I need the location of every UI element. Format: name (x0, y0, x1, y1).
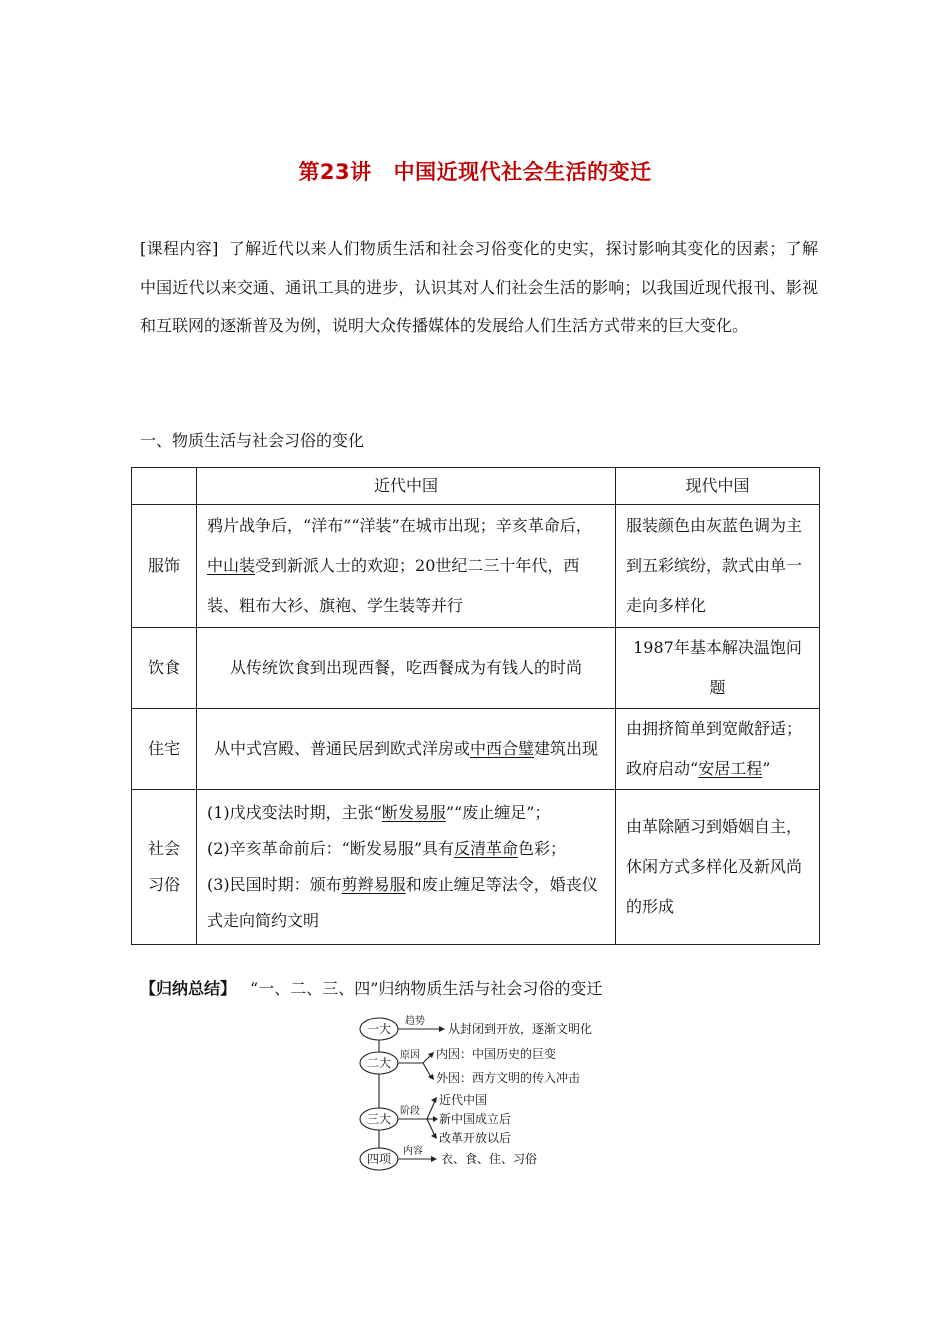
text-segment: (2)辛亥革命前后：“断发易服”具有 (207, 839, 455, 858)
section-heading: 一、物质生活与社会习俗的变化 (140, 431, 365, 450)
course-content (140, 230, 818, 346)
underlined-keyword: 中山装 (207, 556, 256, 575)
underlined-keyword: 反清革命 (454, 839, 519, 858)
table-row-housing (132, 709, 820, 790)
stage-2: 新中国成立后 (439, 1112, 512, 1126)
summary-diagram (355, 1012, 595, 1177)
row-label-customs (132, 790, 197, 945)
course-content-label: [课程内容] (140, 239, 219, 258)
customs-item-3 (207, 867, 605, 939)
comparison-table (131, 467, 820, 945)
text-segment: 政府启动“ (626, 759, 699, 778)
table-header-row (132, 468, 820, 505)
food-modern-cell: 从传统饮食到出现西餐，吃西餐成为有钱人的时尚 (197, 628, 616, 709)
row-label-housing: 住宅 (132, 709, 197, 790)
text-segment: ” (762, 759, 771, 778)
arrowhead (433, 1116, 438, 1122)
customs-modern-cell (197, 790, 616, 945)
text-segment: 受到新派人士的欢迎；20世纪二三十年代，西装、粗布大衫、旗袍、学生装等并行 (207, 556, 580, 615)
underlined-keyword: 安居工程 (698, 759, 763, 778)
summary-label: 【归纳总结】 (140, 979, 237, 998)
header-contemporary-china: 现代中国 (616, 468, 820, 505)
customs-item-1 (207, 795, 605, 831)
text-segment: ”“废止缠足”； (445, 803, 551, 822)
text-segment: 鸦片战争后，“洋布”“洋装”在城市出现；辛亥革命后， (207, 516, 592, 535)
lecture-topic: 中国近现代社会生活的变迁 (393, 160, 652, 184)
edge-label-stage: 阶段 (400, 1106, 420, 1117)
node-label-2: 二大 (366, 1056, 392, 1070)
underlined-keyword: 断发易服 (381, 803, 446, 822)
text-segment: 建筑出现 (534, 739, 599, 758)
node-label-3: 三大 (366, 1112, 392, 1126)
food-contemporary-cell: 1987年基本解决温饱问题 (616, 628, 820, 709)
text-line (626, 749, 809, 789)
summary-text: “一、二、三、四”归纳物质生活与社会习俗的变迁 (250, 979, 603, 998)
text-segment: 从中式宫殿、普通民居到欧式洋房或 (213, 739, 470, 758)
node-label-1: 一大 (366, 1022, 392, 1036)
underlined-keyword: 中西合璧 (469, 739, 534, 758)
table-row-clothing (132, 505, 820, 628)
text-segment: 和废止缠足等法令，婚丧仪式走向简约文明 (207, 875, 598, 930)
stage-3: 改革开放以后 (439, 1131, 512, 1145)
edge-label-cause: 原因 (400, 1050, 420, 1061)
underlined-keyword: 剪辫易服 (341, 875, 406, 894)
edge-label-content: 内容 (403, 1146, 423, 1157)
table-row-food (132, 628, 820, 709)
text-segment: (1)戊戌变法时期，主张“ (207, 803, 382, 822)
header-modern-china: 近代中国 (197, 468, 616, 505)
arrow-cause-1 (423, 1055, 431, 1063)
clothing-contemporary-cell: 服装颜色由灰蓝色调为主到五彩缤纷，款式由单一走向多样化 (616, 505, 820, 628)
row-label-food: 饮食 (132, 628, 197, 709)
content-text: 衣、食、住、习俗 (441, 1152, 538, 1166)
course-content-text: 了解近代以来人们物质生活和社会习俗变化的史实，探讨影响其变化的因素；了解中国近代以来交通、通讯工具的进步，认识其对人们社会生活的影响；以我国近现代报刊、影视和互联网的逐渐普及为例，说明大众传播媒体的发展给人们生活方式带来的巨大变化。 (140, 239, 818, 335)
stage-1: 近代中国 (439, 1093, 488, 1107)
arrowhead (431, 1156, 437, 1162)
header-blank (132, 468, 197, 505)
cause-internal: 内因：中国历史的巨变 (436, 1047, 557, 1061)
trend-text: 从封闭到开放，逐渐文明化 (448, 1022, 593, 1036)
arrowhead (439, 1026, 445, 1032)
cause-external: 外因：西方文明的传入冲击 (436, 1071, 581, 1085)
node-label-4: 四项 (366, 1152, 392, 1166)
customs-item-2 (207, 831, 605, 867)
page-title (0, 156, 950, 186)
customs-contemporary-cell: 由革除陋习到婚姻自主，休闲方式多样化及新风尚的形成 (616, 790, 820, 945)
text-segment: (3)民国时期：颁布 (207, 875, 342, 894)
arrow-stage-3 (427, 1119, 435, 1136)
label-line: 社会 (147, 839, 180, 858)
arrow-cause-2 (423, 1063, 431, 1077)
housing-modern-cell (197, 709, 616, 790)
arrow-stage-1 (427, 1101, 435, 1119)
clothing-modern-cell (197, 505, 616, 628)
label-line: 习俗 (147, 875, 180, 894)
housing-contemporary-cell (616, 709, 820, 790)
table-row-customs (132, 790, 820, 945)
lecture-number: 第23讲 (298, 160, 372, 184)
text-segment: 色彩； (518, 839, 567, 858)
arrowhead (428, 1074, 434, 1080)
row-label-clothing: 服饰 (132, 505, 197, 628)
text-line: 由拥挤简单到宽敞舒适； (626, 719, 803, 738)
edge-label-trend: 趋势 (405, 1016, 425, 1027)
summary-line (140, 976, 602, 999)
